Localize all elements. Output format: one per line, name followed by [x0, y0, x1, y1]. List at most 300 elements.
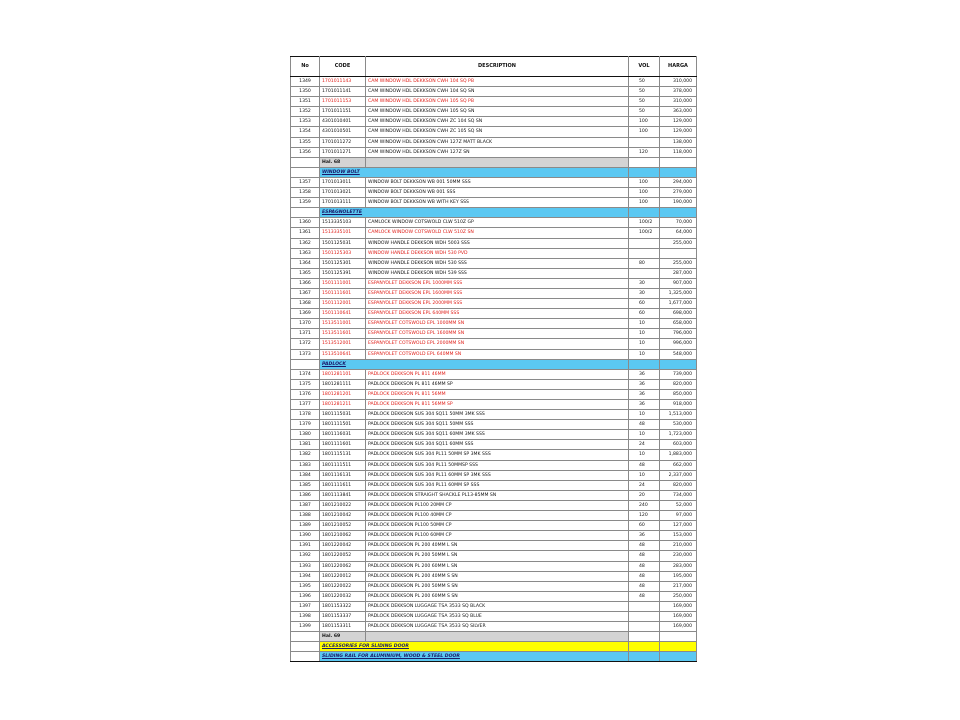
row-harga: 820,000	[660, 379, 697, 389]
table-row	[291, 329, 697, 339]
row-harga: 217,000	[660, 581, 697, 591]
row-description: CAM WINDOW HDL DEKKSON CWH ZC 104 SQ SN	[366, 117, 629, 127]
row-description: PADLOCK DEKKSON PL 811 46MM	[366, 369, 629, 379]
table-row	[291, 198, 697, 208]
blank-cell	[291, 642, 320, 652]
row-no: 1361	[291, 228, 320, 238]
section-header-row	[291, 359, 697, 369]
row-code: 1501125391	[320, 268, 366, 278]
header-no: No	[291, 57, 320, 77]
table-row	[291, 470, 697, 480]
row-code: 1801210042	[320, 511, 366, 521]
table-row	[291, 278, 697, 288]
section-title: ESPAGNOLETTE	[320, 208, 629, 218]
table-row	[291, 97, 697, 107]
row-vol	[629, 268, 660, 278]
row-harga: 363,000	[660, 107, 697, 117]
row-vol: 48	[629, 591, 660, 601]
row-code: 1801111611	[320, 480, 366, 490]
section-header-row	[291, 208, 697, 218]
table-row	[291, 430, 697, 440]
section-title: PADLOCK	[320, 359, 629, 369]
row-vol: 10	[629, 470, 660, 480]
blank-cell	[629, 632, 660, 642]
row-no: 1391	[291, 541, 320, 551]
row-harga: 796,000	[660, 329, 697, 339]
row-harga: 230,000	[660, 551, 697, 561]
row-code: 1801115031	[320, 410, 366, 420]
table-row	[291, 248, 697, 258]
row-harga: 820,000	[660, 480, 697, 490]
section-fill	[660, 359, 697, 369]
page-marker-label: Hal. 69	[320, 632, 366, 642]
row-harga: 996,000	[660, 339, 697, 349]
section-fill	[629, 208, 660, 218]
row-description: PADLOCK DEKKSON PL 811 46MM SP	[366, 379, 629, 389]
header-code: CODE	[320, 57, 366, 77]
row-code: 1801113841	[320, 490, 366, 500]
row-harga: 64,000	[660, 228, 697, 238]
row-description: PADLOCK DEKKSON SUS 304 SQ11 50MM 3MK SSS	[366, 410, 629, 420]
blank-cell	[366, 632, 629, 642]
row-no: 1385	[291, 480, 320, 490]
row-vol: 10	[629, 349, 660, 359]
row-code: 1801115131	[320, 450, 366, 460]
row-harga: 190,000	[660, 198, 697, 208]
table-row	[291, 349, 697, 359]
table-row	[291, 379, 697, 389]
row-vol: 10	[629, 329, 660, 339]
row-vol: 48	[629, 420, 660, 430]
row-harga: 739,000	[660, 369, 697, 379]
row-code: 1513511601	[320, 329, 366, 339]
row-vol: 36	[629, 400, 660, 410]
row-no: 1377	[291, 400, 320, 410]
row-harga: 918,000	[660, 400, 697, 410]
section-fill	[660, 208, 697, 218]
row-vol	[629, 611, 660, 621]
row-harga: 1,513,000	[660, 410, 697, 420]
row-harga: 195,000	[660, 571, 697, 581]
row-code: 1801111501	[320, 420, 366, 430]
table-row	[291, 400, 697, 410]
table-row	[291, 299, 697, 309]
row-no: 1364	[291, 258, 320, 268]
row-description: ESPANYOLET COTSWOLD EPL 1600MM SN	[366, 329, 629, 339]
row-vol	[629, 622, 660, 632]
row-description: PADLOCK DEKKSON LUGGAGE TSA 3533 SQ BLUE	[366, 611, 629, 621]
row-vol: 24	[629, 480, 660, 490]
price-list-sheet	[290, 56, 696, 662]
row-no: 1383	[291, 460, 320, 470]
row-harga: 603,000	[660, 440, 697, 450]
row-no: 1370	[291, 319, 320, 329]
row-vol: 48	[629, 551, 660, 561]
section-header-row	[291, 642, 697, 652]
row-vol: 20	[629, 490, 660, 500]
row-vol: 240	[629, 500, 660, 510]
table-row	[291, 440, 697, 450]
row-harga: 210,000	[660, 541, 697, 551]
row-harga: 287,000	[660, 268, 697, 278]
row-code: 1501125031	[320, 238, 366, 248]
row-code: 1801153311	[320, 622, 366, 632]
blank-cell	[660, 157, 697, 167]
page-marker-row	[291, 632, 697, 642]
row-vol: 48	[629, 460, 660, 470]
row-code: 1801220042	[320, 541, 366, 551]
row-description: CAM WINDOW HDL DEKKSON CWH ZC 105 SQ SN	[366, 127, 629, 137]
row-vol: 100	[629, 117, 660, 127]
row-description: PADLOCK DEKKSON SUS 304 SQ11 60MM SSS	[366, 440, 629, 450]
table-row	[291, 511, 697, 521]
row-code: 4301010501	[320, 127, 366, 137]
row-vol: 24	[629, 440, 660, 450]
row-vol: 60	[629, 309, 660, 319]
row-description: PADLOCK DEKKSON PL 200 50MM L SN	[366, 551, 629, 561]
row-harga: 169,000	[660, 622, 697, 632]
row-vol: 100/2	[629, 218, 660, 228]
row-no: 1397	[291, 601, 320, 611]
row-harga: 1,325,000	[660, 288, 697, 298]
row-description: PADLOCK DEKKSON PL 811 56MM	[366, 389, 629, 399]
row-harga: 907,000	[660, 278, 697, 288]
row-code: 1801220032	[320, 591, 366, 601]
table-row	[291, 107, 697, 117]
row-vol: 10	[629, 339, 660, 349]
header-vol: VOL	[629, 57, 660, 77]
table-row	[291, 288, 697, 298]
row-no: 1356	[291, 147, 320, 157]
row-description: PADLOCK DEKKSON LUGGAGE TSA 3533 SQ BLACK	[366, 601, 629, 611]
row-description: PADLOCK DEKKSON PL 200 60MM S SN	[366, 591, 629, 601]
table-row	[291, 490, 697, 500]
row-harga: 250,000	[660, 591, 697, 601]
row-description: WINDOW HANDLE DEKKSON WDH 5003 SSS	[366, 238, 629, 248]
row-vol: 48	[629, 561, 660, 571]
table-row	[291, 460, 697, 470]
row-no: 1360	[291, 218, 320, 228]
row-no: 1376	[291, 389, 320, 399]
row-description: ESPANYOLET DEKKSON EPL 1600MM SSS	[366, 288, 629, 298]
blank-cell	[291, 157, 320, 167]
row-description: PADLOCK DEKKSON SUS 304 PL11 50MM SP 3MK SSS	[366, 450, 629, 460]
row-vol: 10	[629, 450, 660, 460]
row-no: 1349	[291, 77, 320, 87]
row-description: PADLOCK DEKKSON SUS 304 PL11 50MMSP SSS	[366, 460, 629, 470]
row-code: 1513335103	[320, 218, 366, 228]
table-row	[291, 177, 697, 187]
row-no: 1359	[291, 198, 320, 208]
table-row	[291, 339, 697, 349]
row-description: PADLOCK DEKKSON PL 200 40MM S SN	[366, 571, 629, 581]
section-header-row	[291, 652, 697, 662]
header-description: DESCRIPTION	[366, 57, 629, 77]
row-no: 1380	[291, 430, 320, 440]
row-description: ESPANYOLET DEKKSON EPL 2000MM SSS	[366, 299, 629, 309]
table-row	[291, 238, 697, 248]
row-no: 1367	[291, 288, 320, 298]
row-no: 1382	[291, 450, 320, 460]
row-code: 1501112001	[320, 299, 366, 309]
row-code: 1801116031	[320, 430, 366, 440]
row-vol: 30	[629, 278, 660, 288]
row-vol	[629, 238, 660, 248]
row-code: 1801153337	[320, 611, 366, 621]
row-code: 1501125303	[320, 248, 366, 258]
row-description: ESPANYOLET DEKKSON EPL 1000MM SSS	[366, 278, 629, 288]
row-code: 1801111511	[320, 460, 366, 470]
row-description: CAM WINDOW HDL DEKKSON CWH 127Z SN	[366, 147, 629, 157]
row-description: CAM WINDOW HDL DEKKSON CWH 127Z MATT BLACK	[366, 137, 629, 147]
row-description: PADLOCK DEKKSON STRAIGHT SHACKLE PL13-85MM SN	[366, 490, 629, 500]
row-no: 1366	[291, 278, 320, 288]
row-no: 1384	[291, 470, 320, 480]
table-row	[291, 369, 697, 379]
row-description: WINDOW BOLT DEKKSON WB 001 SSS	[366, 188, 629, 198]
row-code: 1701011271	[320, 147, 366, 157]
row-description: ESPANYOLET COTSWOLD EPL 1000MM SN	[366, 319, 629, 329]
row-code: 1501111601	[320, 288, 366, 298]
section-fill	[629, 642, 660, 652]
table-row	[291, 188, 697, 198]
row-harga: 129,000	[660, 127, 697, 137]
row-harga: 118,000	[660, 147, 697, 157]
section-header-row	[291, 167, 697, 177]
row-vol: 48	[629, 581, 660, 591]
row-harga: 97,000	[660, 511, 697, 521]
row-code: 1801116131	[320, 470, 366, 480]
blank-cell	[660, 632, 697, 642]
section-fill	[629, 652, 660, 662]
row-vol: 10	[629, 430, 660, 440]
table-row	[291, 541, 697, 551]
row-code: 1801281201	[320, 389, 366, 399]
row-vol	[629, 601, 660, 611]
row-code: 1701011143	[320, 77, 366, 87]
row-vol: 48	[629, 571, 660, 581]
row-description: PADLOCK DEKKSON LUGGAGE TSA 3533 SQ SILVER	[366, 622, 629, 632]
row-vol: 36	[629, 379, 660, 389]
row-harga: 52,000	[660, 500, 697, 510]
row-no: 1396	[291, 591, 320, 601]
row-vol: 10	[629, 410, 660, 420]
row-code: 1801281211	[320, 400, 366, 410]
row-code: 1801220012	[320, 571, 366, 581]
row-code: 1701013021	[320, 188, 366, 198]
row-no: 1378	[291, 410, 320, 420]
row-no: 1355	[291, 137, 320, 147]
row-no: 1395	[291, 581, 320, 591]
row-harga: 310,000	[660, 77, 697, 87]
table-row	[291, 551, 697, 561]
row-no: 1379	[291, 420, 320, 430]
row-vol: 36	[629, 369, 660, 379]
page-marker-row	[291, 157, 697, 167]
row-vol: 50	[629, 77, 660, 87]
row-no: 1372	[291, 339, 320, 349]
row-harga: 70,000	[660, 218, 697, 228]
row-code: 1801220052	[320, 551, 366, 561]
row-harga: 138,000	[660, 137, 697, 147]
row-description: CAM WINDOW HDL DEKKSON CWH 105 SQ PB	[366, 97, 629, 107]
table-row	[291, 531, 697, 541]
row-description: CAM WINDOW HDL DEKKSON CWH 105 SQ SN	[366, 107, 629, 117]
row-vol: 120	[629, 147, 660, 157]
row-description: PADLOCK DEKKSON PL 200 40MM L SN	[366, 541, 629, 551]
table-row	[291, 87, 697, 97]
row-code: 1701011272	[320, 137, 366, 147]
section-title: ACCESSORIES FOR SLIDING DOOR	[320, 642, 629, 652]
row-harga: 153,000	[660, 531, 697, 541]
row-code: 1513335101	[320, 228, 366, 238]
row-description: PADLOCK DEKKSON PL 811 56MM SP	[366, 400, 629, 410]
table-row	[291, 450, 697, 460]
row-code: 1801220062	[320, 561, 366, 571]
table-row	[291, 622, 697, 632]
row-harga: 129,000	[660, 117, 697, 127]
row-no: 1351	[291, 97, 320, 107]
row-harga	[660, 248, 697, 258]
table-row	[291, 561, 697, 571]
row-harga: 530,000	[660, 420, 697, 430]
blank-cell	[629, 157, 660, 167]
row-vol: 100	[629, 188, 660, 198]
blank-cell	[291, 208, 320, 218]
row-vol: 80	[629, 258, 660, 268]
section-fill	[629, 167, 660, 177]
row-no: 1390	[291, 531, 320, 541]
table-row	[291, 147, 697, 157]
row-no: 1354	[291, 127, 320, 137]
row-no: 1353	[291, 117, 320, 127]
row-no: 1350	[291, 87, 320, 97]
row-no: 1374	[291, 369, 320, 379]
table-row	[291, 319, 697, 329]
price-table	[290, 56, 697, 662]
row-no: 1358	[291, 188, 320, 198]
row-no: 1381	[291, 440, 320, 450]
table-row	[291, 410, 697, 420]
row-harga: 255,000	[660, 258, 697, 268]
row-no: 1392	[291, 551, 320, 561]
row-description: WINDOW BOLT DEKKSON WB WITH KEY SSS	[366, 198, 629, 208]
row-description: PADLOCK DEKKSON SUS 304 PL11 60MM SP 3MK SSS	[366, 470, 629, 480]
row-no: 1352	[291, 107, 320, 117]
row-harga: 1,677,000	[660, 299, 697, 309]
row-code: 1701013111	[320, 198, 366, 208]
row-vol: 60	[629, 299, 660, 309]
row-description: ESPANYOLET COTSWOLD EPL 640MM SN	[366, 349, 629, 359]
section-fill	[660, 652, 697, 662]
row-code: 1701011153	[320, 97, 366, 107]
row-vol: 36	[629, 389, 660, 399]
row-code: 1701013011	[320, 177, 366, 187]
row-vol: 100/2	[629, 228, 660, 238]
row-no: 1373	[291, 349, 320, 359]
section-fill	[660, 642, 697, 652]
row-code: 1701011151	[320, 107, 366, 117]
row-description: WINDOW HANDLE DEKKSON WDH 530 PVD	[366, 248, 629, 258]
row-code: 1513511001	[320, 319, 366, 329]
row-no: 1375	[291, 379, 320, 389]
row-description: CAMLOCK WINDOW COTSWOLD CLW 510Z SN	[366, 228, 629, 238]
row-description: PADLOCK DEKKSON PL 200 50MM S SN	[366, 581, 629, 591]
blank-cell	[291, 359, 320, 369]
row-code: 1801281111	[320, 379, 366, 389]
row-harga: 169,000	[660, 611, 697, 621]
row-vol: 48	[629, 541, 660, 551]
row-code: 1801153322	[320, 601, 366, 611]
row-code: 1701011141	[320, 87, 366, 97]
row-no: 1371	[291, 329, 320, 339]
row-code: 1801210062	[320, 531, 366, 541]
row-vol: 100	[629, 198, 660, 208]
row-harga: 1,883,000	[660, 450, 697, 460]
row-code: 1501111001	[320, 278, 366, 288]
row-vol: 100	[629, 127, 660, 137]
row-description: PADLOCK DEKKSON PL100 20MM CP	[366, 500, 629, 510]
row-description: CAMLOCK WINDOW COTSWOLD CLW 510Z GP	[366, 218, 629, 228]
row-harga: 255,000	[660, 238, 697, 248]
table-row	[291, 77, 697, 87]
row-description: CAM WINDOW HDL DEKKSON CWH 104 SQ PB	[366, 77, 629, 87]
row-description: CAM WINDOW HDL DEKKSON CWH 104 SQ SN	[366, 87, 629, 97]
section-title: SLIDING RAIL FOR ALUMINIUM, WOOD & STEEL DOOR	[320, 652, 629, 662]
table-row	[291, 601, 697, 611]
section-title: WINDOW BOLT	[320, 167, 629, 177]
row-harga: 310,000	[660, 97, 697, 107]
row-harga: 850,000	[660, 389, 697, 399]
row-no: 1368	[291, 299, 320, 309]
row-code: 1801210022	[320, 500, 366, 510]
row-description: PADLOCK DEKKSON PL100 50MM CP	[366, 521, 629, 531]
table-row	[291, 581, 697, 591]
table-row	[291, 309, 697, 319]
row-harga: 662,000	[660, 460, 697, 470]
row-vol	[629, 248, 660, 258]
row-vol: 50	[629, 107, 660, 117]
row-vol: 60	[629, 521, 660, 531]
header-row	[291, 57, 697, 77]
row-description: PADLOCK DEKKSON PL 200 60MM L SN	[366, 561, 629, 571]
row-description: WINDOW HANDLE DEKKSON WDH 530 SSS	[366, 258, 629, 268]
row-description: PADLOCK DEKKSON SUS 304 SQ11 60MM 3MK SSS	[366, 430, 629, 440]
table-row	[291, 521, 697, 531]
table-row	[291, 500, 697, 510]
row-code: 1501125301	[320, 258, 366, 268]
page-marker-label: Hal. 68	[320, 157, 366, 167]
row-harga: 658,000	[660, 319, 697, 329]
row-harga: 734,000	[660, 490, 697, 500]
row-vol: 50	[629, 87, 660, 97]
row-description: PADLOCK DEKKSON SUS 304 SQ11 50MM SSS	[366, 420, 629, 430]
row-vol: 36	[629, 531, 660, 541]
section-fill	[660, 167, 697, 177]
row-description: WINDOW HANDLE DEKKSON WDH 539 SSS	[366, 268, 629, 278]
blank-cell	[291, 167, 320, 177]
blank-cell	[291, 632, 320, 642]
row-harga: 279,000	[660, 188, 697, 198]
row-description: WINDOW BOLT DEKKSON WB 001 50MM SSS	[366, 177, 629, 187]
row-vol: 30	[629, 288, 660, 298]
row-no: 1369	[291, 309, 320, 319]
table-row	[291, 137, 697, 147]
row-harga: 1,723,000	[660, 430, 697, 440]
table-body	[291, 77, 697, 662]
row-no: 1362	[291, 238, 320, 248]
row-no: 1357	[291, 177, 320, 187]
